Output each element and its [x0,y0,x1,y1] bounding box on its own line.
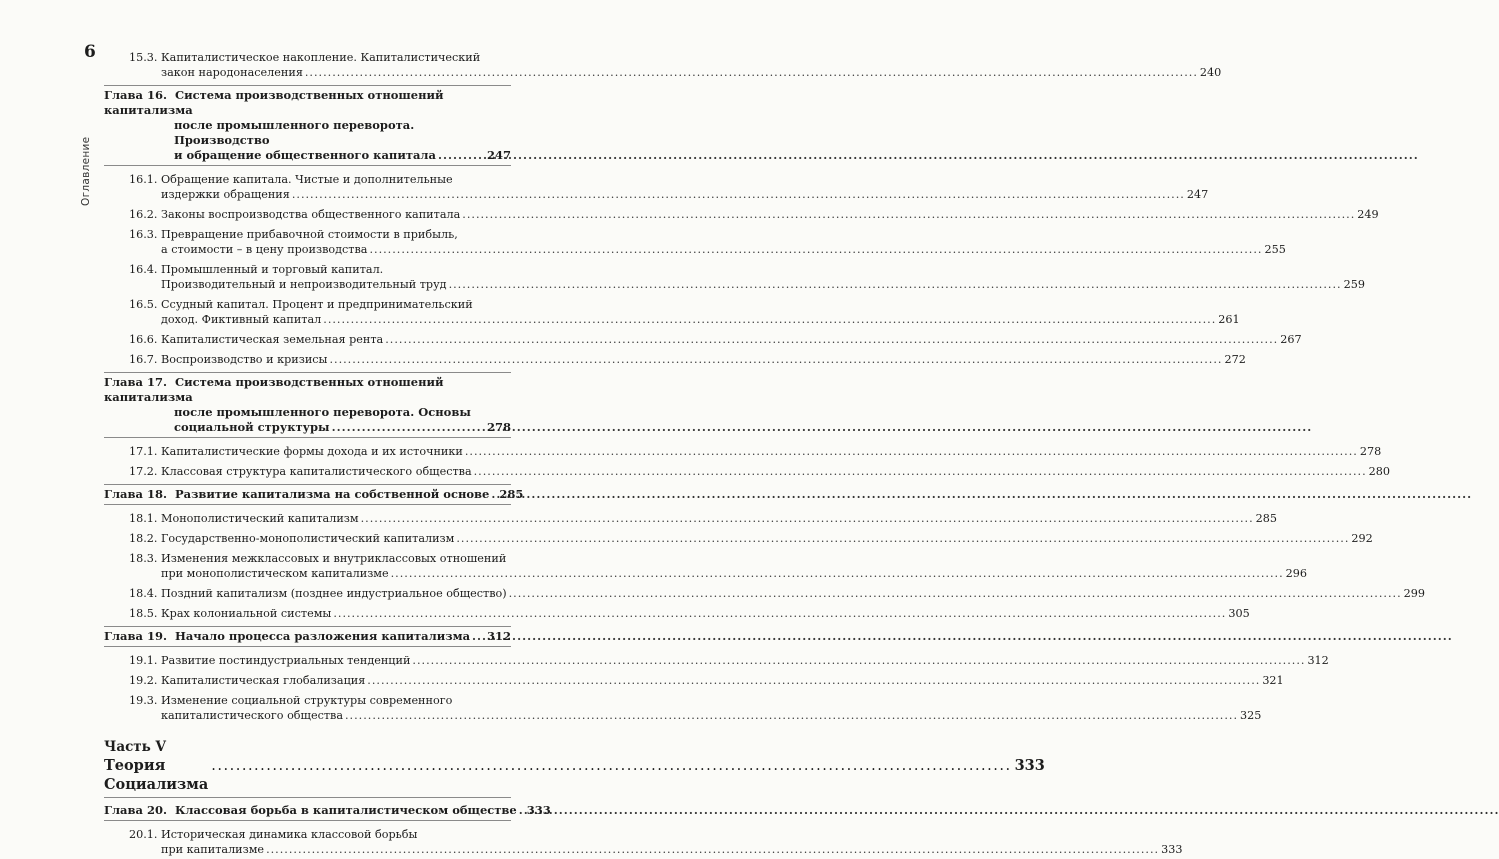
dot-leader [438,148,485,163]
section-number: 16.5. [129,298,158,311]
toc-section-19-3[interactable] [104,690,1262,725]
toc-section-17-2[interactable] [104,461,1390,481]
page-ref: 292 [1351,532,1373,545]
toc-section-16-6[interactable] [104,329,1302,349]
section-title-line: Законы воспроизводства общественного капитала [161,208,461,221]
page-ref: 278 [1359,445,1382,458]
dot-leader [361,511,1254,526]
section-title-line: Поздний капитализм (позднее индустриальное общество) [161,587,507,600]
section-title-line: Развитие постиндустриальных тенденций [161,654,411,667]
dot-leader [332,420,485,435]
dot-leader [474,464,1367,479]
section-number: 20.1. [129,828,158,841]
page-ref: 325 [1240,709,1262,722]
page-ref: 285 [499,487,524,501]
dot-leader [323,312,1216,327]
section-title-line: капиталистического общества [161,709,343,722]
section-title-line: Воспроизводство и кризисы [161,353,328,366]
chapter-title-line: и обращение общественного капитала [174,148,436,162]
page-ref: 333 [1161,843,1183,856]
toc-section-20-1[interactable] [104,824,1183,859]
chapter-title-line: после промышленного переворота. Основы [174,405,471,419]
toc-section-17-1[interactable] [104,441,1382,461]
toc-section-16-3[interactable] [104,224,1286,259]
dot-leader [369,242,1262,257]
dot-leader [509,586,1402,601]
section-title-line: Изменения межклассовых и внутриклассовых отношений [161,552,507,565]
dot-leader [367,673,1260,688]
toc-section-16-5[interactable] [104,294,1240,329]
chapter-title-line: Система производственных отношений капитализма [104,88,444,117]
section-number: 16.3. [129,228,158,241]
page-ref: 312 [486,629,511,643]
section-title-line: Ссудный капитал. Процент и предпринимательский [161,298,473,311]
toc-chapter-20[interactable] [104,801,551,821]
section-number: 19.3. [129,694,158,707]
page-ref: 247 [486,148,511,162]
dot-leader [266,842,1159,857]
section-title-line: Превращение прибавочной стоимости в прибыль, [161,228,458,241]
page-ref: 272 [1224,353,1246,366]
dot-leader [412,653,1305,668]
section-title-line: при монополистическом капитализме [161,567,389,580]
page-ref: 285 [1255,512,1277,525]
part-title: Теория Социализма [104,757,209,793]
page-ref: 247 [1186,188,1209,201]
dot-leader [211,757,1011,776]
toc-section-16-4[interactable] [104,259,1365,294]
dot-leader [462,207,1355,222]
toc-chapter-19[interactable] [104,626,511,647]
section-title-line: Обращение капитала. Чистые и дополнительные [161,173,453,186]
dot-leader [305,65,1198,80]
dot-leader [292,187,1185,202]
section-title-line: Монополистический капитализм [161,512,359,525]
chapter-number: Глава 16. [104,88,167,102]
chapter-title-line: Классовая борьба в капиталистическом обществе [174,803,517,817]
section-number: 18.3. [129,552,158,565]
chapter-title-line: после промышленного переворота. Производство [174,118,415,147]
page-ref: 312 [1307,654,1329,667]
chapter-title-line: Система производственных отношений капитализма [104,375,444,404]
section-number: 18.5. [129,607,158,620]
section-title-line: закон народонаселения [161,66,303,79]
section-number: 19.1. [129,654,158,667]
section-number: 19.2. [129,674,158,687]
section-number: 16.2. [129,208,158,221]
section-number: 18.1. [129,512,158,525]
toc-section-16-1[interactable] [104,169,1209,204]
section-title-line: Капиталистические формы дохода и их источники [161,445,463,458]
section-number: 16.6. [129,333,158,346]
section-title-line: Государственно-монополистический капитализм [161,532,455,545]
chapter-title-line: Начало процесса разложения капитализма [174,629,471,643]
section-title-line: доход. Фиктивный капитал [161,313,322,326]
page-ref: 261 [1218,313,1240,326]
dot-leader [491,487,497,502]
page-ref: 240 [1199,66,1222,79]
toc-section-18-5[interactable] [104,603,1250,623]
toc-section-16-7[interactable] [104,349,1246,369]
dot-leader [519,803,525,818]
dot-leader [449,277,1342,292]
section-number: 16.1. [129,173,158,186]
toc-section-16-2[interactable] [104,204,1379,224]
section-number: 17.2. [129,465,158,478]
chapter-number: Глава 18. [104,487,167,501]
page-ref: 333 [526,803,551,817]
section-number: 18.2. [129,532,158,545]
section-title-line: Капиталистическая глобализация [161,674,366,687]
dot-leader [333,606,1226,621]
toc-section-15-3[interactable] [104,47,1222,82]
toc-section-19-2[interactable] [104,670,1284,690]
dot-leader [329,352,1222,367]
dot-leader [391,566,1284,581]
toc-chapter-18[interactable] [104,484,524,505]
page-ref: 321 [1262,674,1284,687]
page-number: 6 [84,42,96,62]
chapter-title-line: социальной структуры [174,420,330,434]
dot-leader [345,708,1238,723]
toc-section-19-1[interactable] [104,650,1329,670]
toc-part-5[interactable] [104,739,1045,798]
toc-chapter-16[interactable] [104,85,511,166]
section-title-line: Классовая структура капиталистического общества [161,465,472,478]
toc-section-18-2[interactable] [104,528,1373,548]
section-number: 15.3. [129,51,158,64]
running-head: Оглавление [80,136,92,206]
section-title-line: Производительный и непроизводительный труд [161,278,447,291]
section-title-line: а стоимости – в цену производства [161,243,368,256]
section-number: 17.1. [129,445,158,458]
page-ref: 299 [1403,587,1425,600]
page-ref: 278 [486,420,511,434]
chapter-number: Глава 17. [104,375,167,389]
toc-section-18-4[interactable] [104,583,1425,603]
dot-leader [465,444,1358,459]
section-title-line: при капитализме [161,843,265,856]
page-ref: 267 [1280,333,1302,346]
part-label: Часть V [104,739,166,755]
dot-leader [472,629,485,644]
section-title-line: Крах колониальной системы [161,607,332,620]
chapter-title-line: Развитие капитализма на собственной основе [174,487,490,501]
toc-section-18-1[interactable] [104,508,1277,528]
section-number: 18.4. [129,587,158,600]
section-number: 16.4. [129,263,158,276]
dot-leader [385,332,1278,347]
section-title-line: издержки обращения [161,188,290,201]
dot-leader [456,531,1349,546]
section-number: 16.7. [129,353,158,366]
section-title-line: Капиталистическое накопление. Капиталистический [161,51,481,64]
page-ref: 249 [1357,208,1379,221]
chapter-number: Глава 20. [104,803,167,817]
page-ref: 259 [1343,278,1365,291]
page-ref: 333 [1014,757,1045,774]
table-of-contents [104,47,1425,859]
section-title-line: Промышленный и торговый капитал. [161,263,384,276]
page-ref: 255 [1264,243,1286,256]
chapter-number: Глава 19. [104,629,167,643]
toc-section-18-3[interactable] [104,548,1307,583]
toc-chapter-17[interactable] [104,372,511,438]
section-title-line: Изменение социальной структуры современного [161,694,453,707]
page-ref: 296 [1285,567,1307,580]
section-title-line: Историческая динамика классовой борьбы [161,828,418,841]
page-ref: 280 [1368,465,1390,478]
section-title-line: Капиталистическая земельная рента [161,333,384,346]
page-ref: 305 [1228,607,1250,620]
